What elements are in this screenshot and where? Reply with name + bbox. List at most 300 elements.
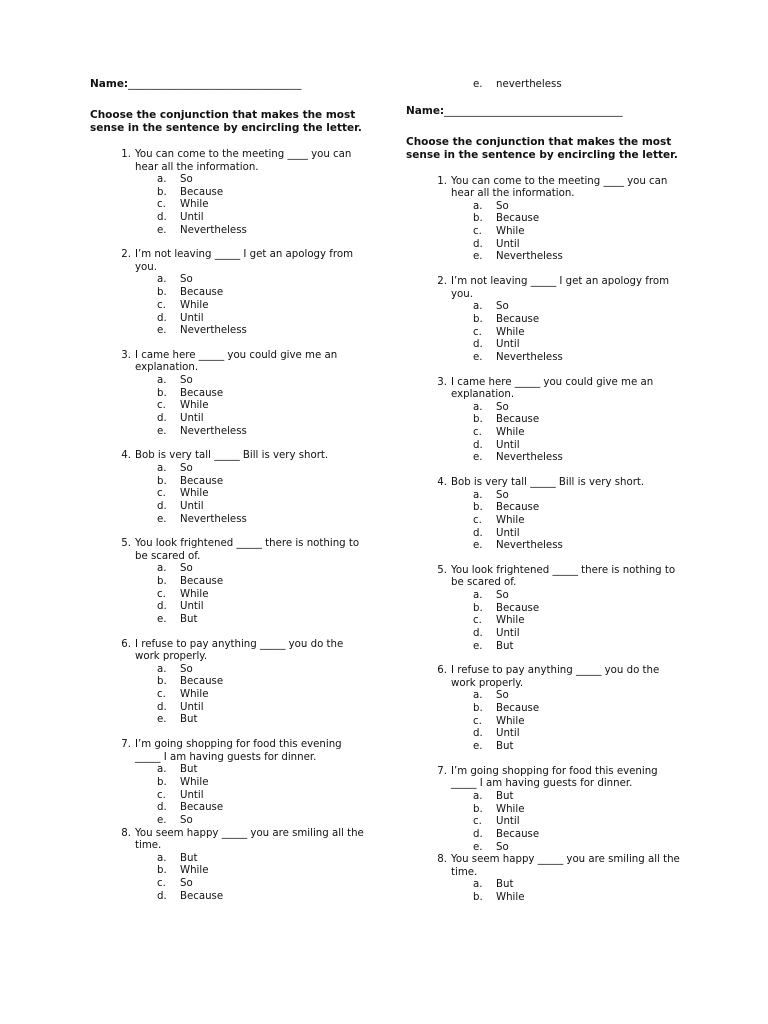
- question-item: [90, 149, 370, 237]
- option-letter: a.: [473, 589, 483, 601]
- question-text: Bob is very tall _____ Bill is very short.: [451, 477, 645, 488]
- option-text: Until: [180, 312, 204, 324]
- answer-option[interactable]: [157, 225, 370, 238]
- option-list: [157, 853, 370, 904]
- option-text: So: [180, 877, 193, 889]
- answer-option[interactable]: [473, 352, 686, 365]
- option-letter: b.: [157, 287, 167, 299]
- answer-option[interactable]: [157, 400, 370, 413]
- answer-option[interactable]: [473, 314, 686, 327]
- option-letter: a.: [473, 690, 483, 702]
- question-number: 3.: [437, 376, 447, 388]
- option-letter: e.: [157, 814, 167, 826]
- answer-option[interactable]: [157, 187, 370, 200]
- option-text: Because: [496, 602, 540, 614]
- question-item: [406, 477, 686, 553]
- option-letter: b.: [473, 703, 483, 715]
- option-letter: a.: [157, 462, 167, 474]
- answer-option[interactable]: [473, 703, 686, 716]
- option-letter: c.: [473, 615, 482, 627]
- option-letter: a.: [473, 301, 483, 313]
- option-letter: d.: [473, 728, 483, 740]
- option-letter: b.: [157, 186, 167, 198]
- option-text: Because: [496, 313, 540, 325]
- question-number: 5.: [121, 538, 131, 550]
- answer-option[interactable]: [473, 515, 686, 528]
- answer-option[interactable]: [157, 388, 370, 401]
- answer-option[interactable]: [157, 891, 370, 904]
- option-text: Nevertheless: [496, 540, 563, 552]
- answer-option[interactable]: [473, 690, 686, 703]
- answer-option[interactable]: [157, 815, 370, 828]
- question-text: You can come to the meeting ____ you can hear all the information.: [451, 175, 668, 200]
- question-text: I refuse to pay anything _____ you do the work properly.: [451, 665, 660, 689]
- question-item: [90, 249, 370, 337]
- instructions: Choose the conjunction that makes the most sense in the sentence by encircling the letter.: [406, 135, 678, 161]
- option-letter: c.: [157, 400, 166, 412]
- option-text: Nevertheless: [180, 513, 247, 525]
- option-letter: d.: [157, 500, 167, 512]
- option-text: Until: [180, 212, 204, 224]
- question-text: You can come to the meeting ____ you can hear all the information.: [135, 149, 352, 173]
- option-list: [473, 879, 686, 904]
- option-letter: b.: [157, 575, 167, 587]
- answer-option[interactable]: [157, 413, 370, 426]
- answer-option[interactable]: [473, 452, 686, 465]
- option-text: While: [180, 488, 209, 500]
- answer-option[interactable]: [157, 676, 370, 689]
- question-number: 2.: [121, 249, 131, 261]
- option-text: Nevertheless: [496, 351, 563, 363]
- answer-option[interactable]: [473, 615, 686, 628]
- question-text: I came here _____ you could give me an explanation.: [135, 349, 338, 374]
- option-letter: e.: [157, 425, 167, 437]
- question-number: 7.: [121, 739, 131, 751]
- option-letter: a.: [473, 401, 483, 413]
- name-label: Name:: [90, 78, 129, 90]
- question-item: [90, 450, 370, 526]
- answer-option[interactable]: [157, 274, 370, 287]
- option-text: Because: [496, 828, 540, 840]
- question-item: [406, 665, 686, 753]
- option-letter: e.: [157, 224, 167, 236]
- option-text: So: [496, 401, 509, 413]
- question-number: 2.: [437, 276, 447, 288]
- option-text: Nevertheless: [180, 224, 247, 236]
- option-list: [157, 174, 370, 237]
- option-letter: c.: [157, 588, 166, 600]
- option-text: Until: [180, 701, 204, 713]
- answer-option[interactable]: [157, 488, 370, 501]
- option-letter: b.: [157, 676, 167, 688]
- option-letter: a.: [473, 200, 483, 212]
- answer-option[interactable]: [473, 641, 686, 654]
- answer-option[interactable]: [473, 590, 686, 603]
- answer-option[interactable]: [473, 804, 686, 817]
- option-text: Until: [496, 728, 520, 740]
- option-text: Nevertheless: [496, 251, 563, 263]
- option-text: Because: [180, 387, 224, 399]
- option-text: But: [180, 852, 198, 864]
- answer-option[interactable]: [473, 201, 686, 214]
- option-text: While: [496, 891, 525, 903]
- option-text: While: [180, 299, 209, 311]
- option-letter: c.: [473, 426, 482, 438]
- name-label: Name:: [406, 104, 445, 117]
- question-number: 6.: [121, 638, 131, 650]
- option-text: Because: [180, 890, 224, 902]
- question-item: [406, 377, 686, 465]
- option-text: Because: [180, 676, 224, 688]
- answer-option[interactable]: [157, 463, 370, 476]
- option-letter: d.: [473, 238, 483, 250]
- answer-option[interactable]: [473, 327, 686, 340]
- option-letter: e.: [473, 540, 483, 552]
- option-list: [473, 402, 686, 465]
- option-text: Because: [180, 186, 224, 198]
- question-number: 4.: [437, 477, 447, 488]
- option-letter: c.: [473, 514, 482, 526]
- question-item: [90, 639, 370, 727]
- option-list: [157, 463, 370, 526]
- answer-option[interactable]: [157, 375, 370, 388]
- option-letter: c.: [473, 226, 482, 238]
- option-text: So: [180, 663, 193, 675]
- answer-option[interactable]: [473, 528, 686, 541]
- answer-option[interactable]: [157, 589, 370, 602]
- option-text: Because: [180, 475, 224, 487]
- worksheet-left: [90, 78, 370, 915]
- option-text: So: [496, 841, 509, 853]
- answer-option[interactable]: [157, 313, 370, 326]
- option-letter: b.: [473, 803, 483, 815]
- option-text: But: [180, 714, 198, 726]
- option-letter: b.: [473, 891, 483, 903]
- option-letter: b.: [157, 387, 167, 399]
- question-item: [406, 565, 686, 653]
- answer-option[interactable]: [157, 689, 370, 702]
- option-letter: e.: [473, 741, 483, 753]
- question-text: You seem happy _____ you are smiling all the time.: [451, 854, 680, 878]
- answer-option[interactable]: [473, 892, 686, 905]
- option-text: Until: [180, 789, 204, 801]
- question-number: 1.: [121, 149, 131, 160]
- option-list: [473, 201, 686, 264]
- answer-option[interactable]: [473, 339, 686, 352]
- answer-option[interactable]: [157, 576, 370, 589]
- option-letter: b.: [473, 213, 483, 225]
- option-letter: b.: [473, 414, 483, 426]
- answer-option[interactable]: [473, 816, 686, 829]
- option-letter: c.: [473, 326, 482, 338]
- name-blank[interactable]: __________________________________: [444, 104, 623, 117]
- answer-option[interactable]: [473, 628, 686, 641]
- option-letter: d.: [473, 439, 483, 451]
- option-text: While: [496, 426, 525, 438]
- option-list: [473, 490, 686, 553]
- answer-option[interactable]: [157, 426, 370, 439]
- option-letter: a.: [157, 663, 167, 675]
- answer-option[interactable]: [473, 440, 686, 453]
- option-letter: d.: [157, 890, 167, 902]
- option-letter: e.: [157, 325, 167, 337]
- option-text: While: [180, 588, 209, 600]
- option-letter: e.: [157, 513, 167, 525]
- option-text: While: [180, 776, 209, 788]
- option-letter: c.: [157, 789, 166, 801]
- question-number: 5.: [437, 564, 447, 576]
- answer-option[interactable]: [157, 790, 370, 803]
- option-text: Until: [496, 439, 520, 451]
- option-letter: a.: [157, 563, 167, 575]
- option-letter: e.: [157, 714, 167, 726]
- option-list: [473, 791, 686, 854]
- option-letter: c.: [473, 715, 482, 727]
- answer-option[interactable]: [473, 741, 686, 754]
- answer-option[interactable]: [157, 174, 370, 187]
- question-item: [90, 350, 370, 438]
- option-text: Until: [496, 628, 520, 639]
- question-text: You look frightened _____ there is nothing to be scared of.: [451, 564, 676, 589]
- answer-option[interactable]: [473, 791, 686, 804]
- answer-option[interactable]: [157, 664, 370, 677]
- option-letter: a.: [157, 374, 167, 386]
- option-list: [473, 301, 686, 364]
- answer-option[interactable]: [473, 502, 686, 515]
- option-text: Because: [180, 575, 224, 587]
- option-letter: d.: [157, 701, 167, 713]
- option-letter: c.: [157, 299, 166, 311]
- option-text: While: [496, 326, 525, 338]
- answer-option[interactable]: [473, 829, 686, 842]
- option-text: While: [180, 689, 209, 701]
- question-text: I’m not leaving _____ I get an apology from you.: [135, 249, 353, 273]
- option-text: Because: [180, 802, 224, 814]
- answer-option[interactable]: [157, 853, 370, 866]
- option-letter: c.: [473, 816, 482, 828]
- option-letter: d.: [157, 601, 167, 613]
- option-text: So: [496, 690, 509, 702]
- option-text: Until: [496, 339, 520, 351]
- option-text: So: [180, 814, 193, 826]
- option-text: While: [496, 514, 525, 526]
- option-letter: b.: [473, 502, 483, 514]
- answer-option[interactable]: [157, 287, 370, 300]
- option-letter: d.: [157, 802, 167, 814]
- option-text: But: [180, 614, 198, 625]
- question-item: [406, 854, 686, 904]
- carry-over-option[interactable]: [473, 79, 686, 92]
- option-letter: d.: [473, 828, 483, 840]
- question-text: I’m going shopping for food this evening _____ I am having guests for dinner.: [451, 765, 658, 790]
- answer-option[interactable]: [157, 476, 370, 489]
- option-letter: e.: [473, 452, 483, 464]
- option-text: While: [180, 865, 209, 877]
- option-letter: b.: [473, 602, 483, 614]
- answer-option[interactable]: [157, 878, 370, 891]
- option-text: But: [180, 764, 198, 776]
- option-letter: c.: [157, 689, 166, 701]
- option-letter: b.: [157, 475, 167, 487]
- answer-option[interactable]: [473, 603, 686, 616]
- question-item: [406, 276, 686, 364]
- option-letter: a.: [473, 489, 483, 501]
- option-text: But: [496, 879, 514, 891]
- option-text: While: [496, 803, 525, 815]
- option-text: So: [180, 174, 193, 185]
- option-letter: a.: [157, 764, 167, 776]
- option-list: [157, 375, 370, 438]
- answer-option[interactable]: [473, 251, 686, 264]
- name-blank[interactable]: _________________________________: [128, 78, 302, 90]
- answer-option[interactable]: [473, 879, 686, 892]
- answer-option[interactable]: [157, 614, 370, 627]
- question-text: I refuse to pay anything _____ you do the work properly.: [135, 638, 344, 663]
- answer-option[interactable]: [473, 728, 686, 741]
- option-text: While: [180, 400, 209, 412]
- answer-option[interactable]: [473, 226, 686, 239]
- option-text: But: [496, 790, 514, 802]
- instructions: Choose the conjunction that makes the most sense in the sentence by encircling the letter.: [90, 109, 362, 134]
- option-list: [473, 590, 686, 653]
- option-letter: a.: [157, 852, 167, 864]
- answer-option[interactable]: [157, 777, 370, 790]
- question-item: [90, 739, 370, 827]
- answer-option[interactable]: [157, 865, 370, 878]
- question-text: Bob is very tall _____ Bill is very short.: [135, 450, 329, 462]
- question-number: 8.: [121, 827, 131, 839]
- answer-option[interactable]: [157, 764, 370, 777]
- option-text: Because: [496, 414, 540, 426]
- answer-option[interactable]: [157, 199, 370, 212]
- option-list: [157, 664, 370, 727]
- option-letter: a.: [157, 274, 167, 286]
- option-letter: d.: [157, 412, 167, 424]
- question-number: 6.: [437, 665, 447, 677]
- option-letter: e.: [473, 251, 483, 263]
- option-letter: c.: [157, 877, 166, 889]
- option-text: Nevertheless: [496, 452, 563, 464]
- option-letter: d.: [473, 527, 483, 539]
- option-text: Until: [496, 238, 520, 250]
- option-text: But: [496, 640, 514, 652]
- question-number: 8.: [437, 854, 447, 866]
- answer-option[interactable]: [473, 540, 686, 553]
- answer-option[interactable]: [157, 212, 370, 225]
- question-number: 1.: [437, 175, 447, 187]
- option-letter: d.: [157, 212, 167, 224]
- question-item: [90, 828, 370, 904]
- answer-option[interactable]: [157, 714, 370, 727]
- answer-option[interactable]: [473, 842, 686, 855]
- option-letter: a.: [157, 174, 167, 185]
- answer-option[interactable]: [473, 716, 686, 729]
- option-letter: d.: [473, 339, 483, 351]
- option-letter: d.: [157, 312, 167, 324]
- worksheet-right: [406, 79, 686, 917]
- option-text: Until: [180, 601, 204, 613]
- question-text: I’m not leaving _____ I get an apology from you.: [451, 276, 669, 300]
- answer-option[interactable]: [157, 501, 370, 514]
- option-letter: b.: [157, 865, 167, 877]
- option-list: [157, 274, 370, 337]
- answer-option[interactable]: [157, 514, 370, 527]
- name-line: [406, 105, 686, 121]
- option-text: While: [496, 226, 525, 238]
- option-text: While: [180, 199, 209, 211]
- option-list: [157, 764, 370, 827]
- option-letter: c.: [157, 199, 166, 211]
- option-text: But: [496, 741, 514, 753]
- answer-option[interactable]: [473, 213, 686, 226]
- answer-option[interactable]: [473, 301, 686, 314]
- option-text: Until: [496, 527, 520, 539]
- option-letter: a.: [473, 790, 483, 802]
- option-text: Until: [496, 816, 520, 828]
- question-item: [406, 766, 686, 854]
- option-text: Because: [180, 287, 224, 299]
- question-number: 7.: [437, 765, 447, 777]
- option-letter: e.: [473, 640, 483, 652]
- answer-option[interactable]: [157, 325, 370, 338]
- name-line: [90, 78, 370, 94]
- question-list: [406, 176, 686, 905]
- option-text: So: [180, 374, 193, 386]
- option-text: So: [180, 274, 193, 286]
- answer-option[interactable]: [473, 402, 686, 415]
- option-text: So: [496, 489, 509, 501]
- option-letter: a.: [473, 879, 483, 891]
- option-text: So: [496, 200, 509, 212]
- option-text: Until: [180, 412, 204, 424]
- question-text: I’m going shopping for food this evening _____ I am having guests for dinner.: [135, 739, 342, 763]
- answer-option[interactable]: [473, 239, 686, 252]
- option-text: Because: [496, 703, 540, 715]
- option-text: While: [496, 615, 525, 627]
- option-letter: b.: [157, 776, 167, 788]
- option-text: nevertheless: [496, 79, 562, 90]
- question-number: 3.: [121, 349, 131, 361]
- option-text: Because: [496, 213, 540, 225]
- answer-option[interactable]: [473, 490, 686, 503]
- question-list: [90, 149, 370, 903]
- question-number: 4.: [121, 450, 131, 462]
- option-text: While: [496, 715, 525, 727]
- question-text: You seem happy _____ you are smiling all the time.: [135, 827, 364, 852]
- option-text: So: [496, 589, 509, 601]
- answer-option[interactable]: [157, 802, 370, 815]
- question-item: [90, 538, 370, 626]
- option-list: [473, 690, 686, 753]
- option-text: So: [180, 462, 193, 474]
- answer-option[interactable]: [157, 601, 370, 614]
- option-letter: c.: [157, 488, 166, 500]
- answer-option[interactable]: [157, 563, 370, 576]
- option-list: [157, 563, 370, 626]
- option-text: Nevertheless: [180, 425, 247, 437]
- option-letter: e.: [473, 351, 483, 363]
- answer-option[interactable]: [473, 414, 686, 427]
- option-letter: e.: [157, 614, 167, 625]
- option-text: Nevertheless: [180, 325, 247, 337]
- answer-option[interactable]: [157, 300, 370, 313]
- question-text: I came here _____ you could give me an explanation.: [451, 376, 654, 401]
- option-text: So: [180, 563, 193, 575]
- answer-option[interactable]: [157, 702, 370, 715]
- answer-option[interactable]: [473, 427, 686, 440]
- option-letter: e.: [473, 841, 483, 853]
- option-letter: d.: [473, 628, 483, 639]
